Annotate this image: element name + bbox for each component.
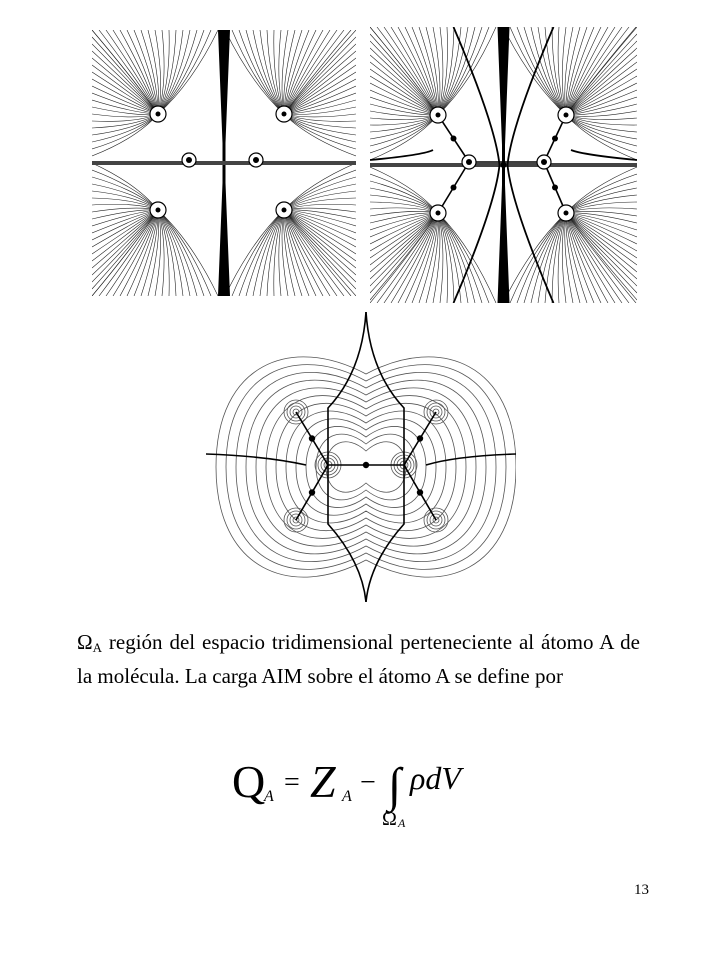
- zero-flux-line: [370, 150, 433, 160]
- gradient-path: [92, 177, 158, 210]
- gradient-path: [92, 72, 158, 114]
- gradient-path: [284, 65, 356, 114]
- formula-q-sub: A: [264, 788, 274, 805]
- gradient-path: [433, 27, 440, 115]
- nucleus-center: [466, 159, 472, 165]
- gradient-path: [92, 210, 158, 275]
- nucleus-center: [186, 157, 192, 163]
- bond-critical-point: [417, 489, 423, 495]
- gradient-path: [158, 30, 190, 114]
- gradient-path: [158, 210, 190, 296]
- gradient-path: [92, 210, 158, 261]
- bond-critical-point: [501, 162, 507, 168]
- bond-critical-point: [451, 185, 457, 191]
- zero-flux-line: [426, 454, 516, 465]
- formula-svg: [230, 745, 490, 830]
- gradient-path: [284, 170, 356, 210]
- horizontal-band: [92, 161, 356, 165]
- contour-map-figure: [206, 312, 516, 602]
- gradient-path: [438, 213, 475, 303]
- formula-minus: −: [360, 767, 376, 798]
- gradient-path: [566, 208, 637, 213]
- gradient-path: [253, 30, 284, 114]
- gradient-path: [566, 34, 637, 115]
- gradient-path: [566, 115, 637, 160]
- formula-integrand: ρdV: [410, 760, 461, 796]
- gradient-path: [370, 211, 438, 216]
- gradient-path: [246, 210, 284, 296]
- bond-critical-point: [363, 462, 369, 468]
- nucleus-center: [253, 157, 259, 163]
- gradient-path: [370, 213, 438, 272]
- gradient-path: [92, 65, 158, 114]
- gradient-path: [370, 213, 438, 251]
- gradient-path: [155, 30, 161, 114]
- page-number: 13: [634, 882, 649, 898]
- formula-equals: =: [284, 767, 300, 798]
- nucleus-center: [282, 112, 287, 117]
- gradient-path: [279, 30, 284, 114]
- gradient-field-right-svg: [370, 27, 637, 303]
- paragraph-text: región del espacio tridimensional perteneciente al átomo A de la molécula. La carga AIM sobre el átomo A se define por: [77, 630, 640, 688]
- gradient-path: [253, 210, 284, 296]
- gradient-path: [433, 213, 440, 303]
- gradient-path: [438, 27, 454, 115]
- gradient-path: [284, 177, 356, 210]
- gradient-path: [284, 210, 356, 289]
- gradient-path: [370, 208, 438, 213]
- gradient-path: [438, 213, 454, 303]
- zero-flux-line: [571, 150, 637, 160]
- zero-flux-line: [366, 312, 404, 465]
- omega-subscript: A: [92, 640, 102, 655]
- bond-critical-point: [552, 185, 558, 191]
- gradient-path: [405, 213, 438, 303]
- zero-flux-line: [454, 165, 500, 303]
- zero-flux-line: [328, 465, 366, 602]
- gradient-path: [370, 174, 438, 213]
- nucleus-center: [564, 113, 569, 118]
- gradient-path: [284, 210, 356, 261]
- gradient-path: [127, 30, 158, 114]
- formula-lower-limit: Ω: [382, 808, 397, 830]
- bond-critical-point: [309, 435, 315, 441]
- gradient-path: [370, 213, 438, 279]
- nucleus-center: [541, 159, 547, 165]
- bond-critical-point: [309, 489, 315, 495]
- bond-critical-point: [417, 435, 423, 441]
- gradient-path: [566, 115, 637, 153]
- gradient-path: [566, 213, 637, 244]
- gradient-path: [92, 114, 158, 142]
- gradient-path: [370, 115, 438, 153]
- gradient-path: [284, 37, 356, 114]
- gradient-path: [566, 213, 637, 272]
- nucleus-center: [564, 211, 569, 216]
- formula-integral: ∫: [388, 759, 402, 812]
- gradient-path: [246, 30, 284, 114]
- zero-flux-surfaces: [206, 312, 516, 602]
- gradient-path: [284, 79, 356, 114]
- gradient-path: [438, 213, 468, 303]
- aim-charge-formula: [230, 745, 490, 830]
- gradient-path: [284, 210, 356, 247]
- gradient-field-left-svg: [92, 30, 356, 296]
- formula-z-sub: A: [342, 788, 352, 805]
- nucleus-center: [436, 211, 441, 216]
- definition-paragraph: [77, 628, 640, 691]
- gradient-path: [438, 27, 475, 115]
- gradient-path: [370, 213, 438, 286]
- gradient-path: [566, 174, 637, 213]
- nucleus-center: [156, 112, 161, 117]
- formula-q: Q: [232, 756, 266, 807]
- zero-flux-line: [328, 312, 366, 465]
- gradient-path: [92, 204, 158, 210]
- gradient-path: [562, 27, 566, 115]
- gradient-path: [524, 27, 566, 115]
- gradient-path: [284, 114, 356, 156]
- gradient-path: [279, 210, 284, 296]
- bond-critical-point: [451, 136, 457, 142]
- gradient-path: [92, 114, 158, 156]
- gradient-path: [284, 51, 356, 114]
- omega-symbol: Ω: [77, 630, 93, 654]
- contour-map-svg: [206, 312, 516, 602]
- gradient-path: [284, 114, 356, 149]
- gradient-path: [524, 213, 566, 303]
- gradient-field-left-figure: [92, 30, 356, 296]
- zero-flux-line: [366, 465, 404, 602]
- gradient-path: [370, 48, 438, 115]
- gradient-path: [92, 210, 158, 247]
- bond-critical-point: [552, 136, 558, 142]
- gradient-path: [127, 210, 158, 296]
- gradient-path: [566, 55, 637, 115]
- gradient-path: [438, 27, 468, 115]
- gradient-path: [92, 170, 158, 210]
- formula-z: Z: [310, 756, 336, 807]
- zero-flux-line: [454, 27, 500, 165]
- nucleus-center: [282, 208, 287, 213]
- gradient-field-right-figure: [370, 27, 637, 303]
- gradient-path: [155, 210, 161, 296]
- gradient-path: [284, 204, 356, 210]
- nucleus-center: [436, 113, 441, 118]
- formula-lower-limit-sub: A: [398, 816, 406, 830]
- gradient-path: [92, 114, 158, 149]
- gradient-path: [92, 51, 158, 114]
- gradient-path: [566, 213, 637, 286]
- nucleus-center: [156, 208, 161, 213]
